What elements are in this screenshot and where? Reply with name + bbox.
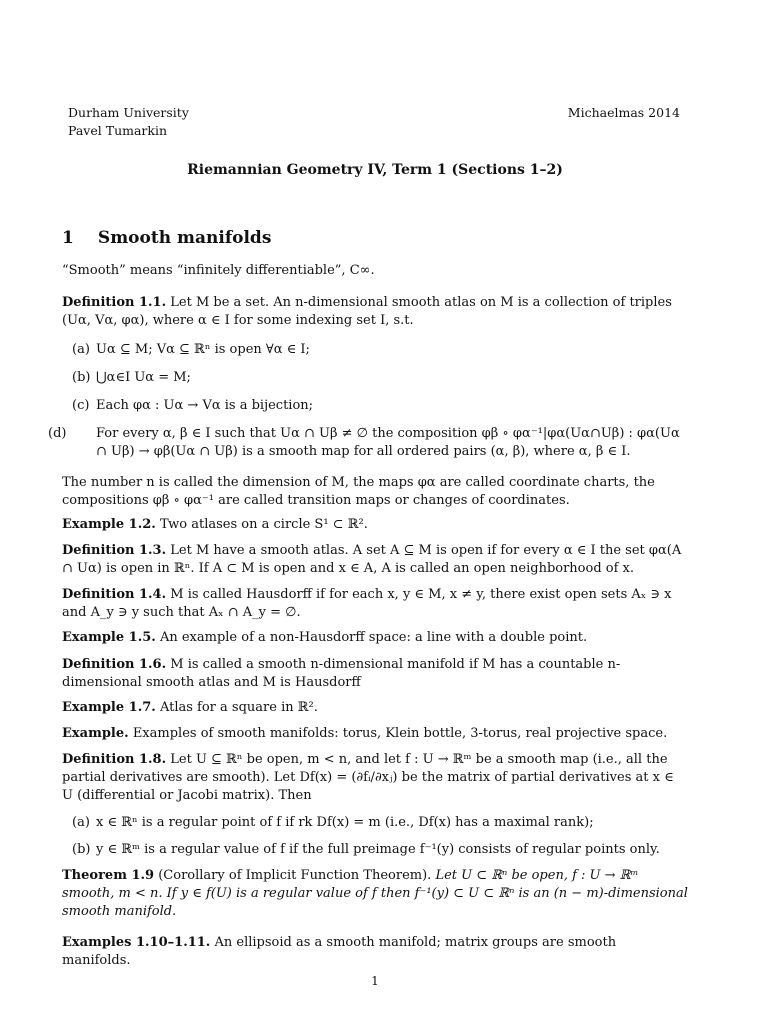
- list-tag: (d): [48, 426, 67, 441]
- list-text: y ∈ ℝᵐ is a regular value of f if the full preimage f⁻¹(y) consists of regular points only.: [96, 842, 660, 857]
- example-text: An ellipsoid as a smooth manifold; matrix groups are smooth manifolds.: [62, 935, 617, 969]
- page-number: 1: [371, 974, 379, 988]
- definition-text: Let M have a smooth atlas. A set A ⊆ M is open if for every α ∈ I the set φα(A ∩ Uα) is open in ℝⁿ. If A ⊂ M is open and x ∈ A, A is called an open neighborhood of x.: [62, 543, 682, 577]
- example-label: Example.: [62, 726, 129, 741]
- term: Michaelmas 2014: [567, 105, 680, 120]
- definition-1-8: [62, 751, 688, 806]
- definition-label: Definition 1.4.: [62, 587, 167, 602]
- list-item: [72, 397, 688, 415]
- list-item: [48, 425, 688, 461]
- example-1-5: [62, 629, 688, 647]
- example-text: An example of a non-Hausdorff space: a line with a double point.: [159, 630, 588, 645]
- theorem-text: Let U ⊂ ℝⁿ be open, f : U → ℝᵐ smooth, m < n. If y ∈ f(U) is a regular value of f then f⁻¹(y) ⊂ U ⊂ ℝⁿ is an (n − m)-dimensional smooth manifold.: [62, 868, 688, 920]
- list-tag: (a): [72, 342, 90, 357]
- intro-paragraph: “Smooth” means “infinitely differentiable”, C∞.: [62, 263, 375, 278]
- definition-label: Definition 1.1.: [62, 295, 167, 310]
- list-item: [72, 814, 688, 832]
- author: Pavel Tumarkin: [68, 123, 168, 139]
- definition-1-6: [62, 656, 688, 692]
- definition-label: Definition 1.3.: [62, 543, 167, 558]
- list-item: [72, 841, 688, 859]
- example-text: Atlas for a square in ℝ².: [159, 700, 318, 715]
- theorem-note: (Corollary of Implicit Function Theorem).: [158, 868, 432, 883]
- definition-label: Definition 1.6.: [62, 657, 167, 672]
- theorem-label: Theorem 1.9: [62, 868, 155, 883]
- list-text: Each φα : Uα → Vα is a bijection;: [96, 398, 314, 413]
- institution: Durham University: [68, 105, 189, 120]
- list-text: ⋃α∈I Uα = M;: [96, 370, 191, 385]
- list-tag: (b): [72, 370, 91, 385]
- examples-1-10-1-11: [62, 934, 688, 970]
- list-text: x ∈ ℝⁿ is a regular point of f if rk Df(x) = m (i.e., Df(x) has a maximal rank);: [96, 815, 594, 830]
- document-title: Riemannian Geometry IV, Term 1 (Sections 1–2): [187, 162, 563, 178]
- definition-text: M is called a smooth n-dimensional manifold if M has a countable n-dimensional smooth atlas and M is Hausdorff: [62, 657, 621, 691]
- list-tag: (a): [72, 815, 90, 830]
- example-text: Two atlases on a circle S¹ ⊂ ℝ².: [159, 517, 368, 532]
- definition-text: Let M be a set. An n-dimensional smooth atlas on M is a collection of triples (Uα, Vα, φα), where α ∈ I for some indexing set I, s.t.: [62, 295, 672, 329]
- list-item: [72, 341, 688, 359]
- example-text: Examples of smooth manifolds: torus, Klein bottle, 3-torus, real projective space.: [132, 726, 668, 741]
- list-text: For every α, β ∈ I such that Uα ∩ Uβ ≠ ∅ the composition φβ ∘ φα⁻¹|φα(Uα∩Uβ) : φα(Uα ∩ Uβ) → φβ(Uα ∩ Uβ) is a smooth map for all ordered pairs (α, β), where α, β ∈ I.: [96, 426, 680, 460]
- section-title: Smooth manifolds: [97, 228, 272, 248]
- section-heading: [62, 227, 271, 251]
- list-tag: (c): [72, 398, 90, 413]
- definition-1-4: [62, 586, 688, 622]
- list-text: Uα ⊆ M; Vα ⊆ ℝⁿ is open ∀α ∈ I;: [96, 342, 310, 357]
- theorem-1-9: [62, 867, 688, 922]
- definition-text: Let U ⊆ ℝⁿ be open, m < n, and let f : U → ℝᵐ be a smooth map (i.e., all the partial derivatives are smooth). Let Df(x) = (∂fᵢ/∂xⱼ) be the matrix of partial derivatives at x ∈ U (differential or Jacobi matrix). Then: [62, 752, 674, 804]
- page: [48, 0, 688, 1024]
- definition-text: M is called Hausdorff if for each x, y ∈ M, x ≠ y, there exist open sets Aₓ ∋ x and A_y ∋ y such that Aₓ ∩ A_y = ∅.: [62, 587, 672, 621]
- example-label: Example 1.7.: [62, 700, 156, 715]
- example-label: Examples 1.10–1.11.: [62, 935, 211, 950]
- example-label: Example 1.5.: [62, 630, 156, 645]
- example-manifolds: [62, 725, 688, 743]
- example-1-7: [62, 699, 688, 717]
- list-tag: (b): [72, 842, 91, 857]
- section-number: 1: [62, 228, 74, 248]
- definition-1-1: [62, 294, 688, 330]
- header-left: [68, 104, 189, 140]
- list-item: [72, 369, 688, 387]
- definition-label: Definition 1.8.: [62, 752, 167, 767]
- definition-1-3: [62, 542, 688, 578]
- example-1-2: [62, 516, 688, 534]
- example-label: Example 1.2.: [62, 517, 156, 532]
- dimension-paragraph: The number n is called the dimension of M, the maps φα are called coordinate charts, the compositions φβ ∘ φα⁻¹ are called transition maps or changes of coordinates.: [62, 475, 655, 509]
